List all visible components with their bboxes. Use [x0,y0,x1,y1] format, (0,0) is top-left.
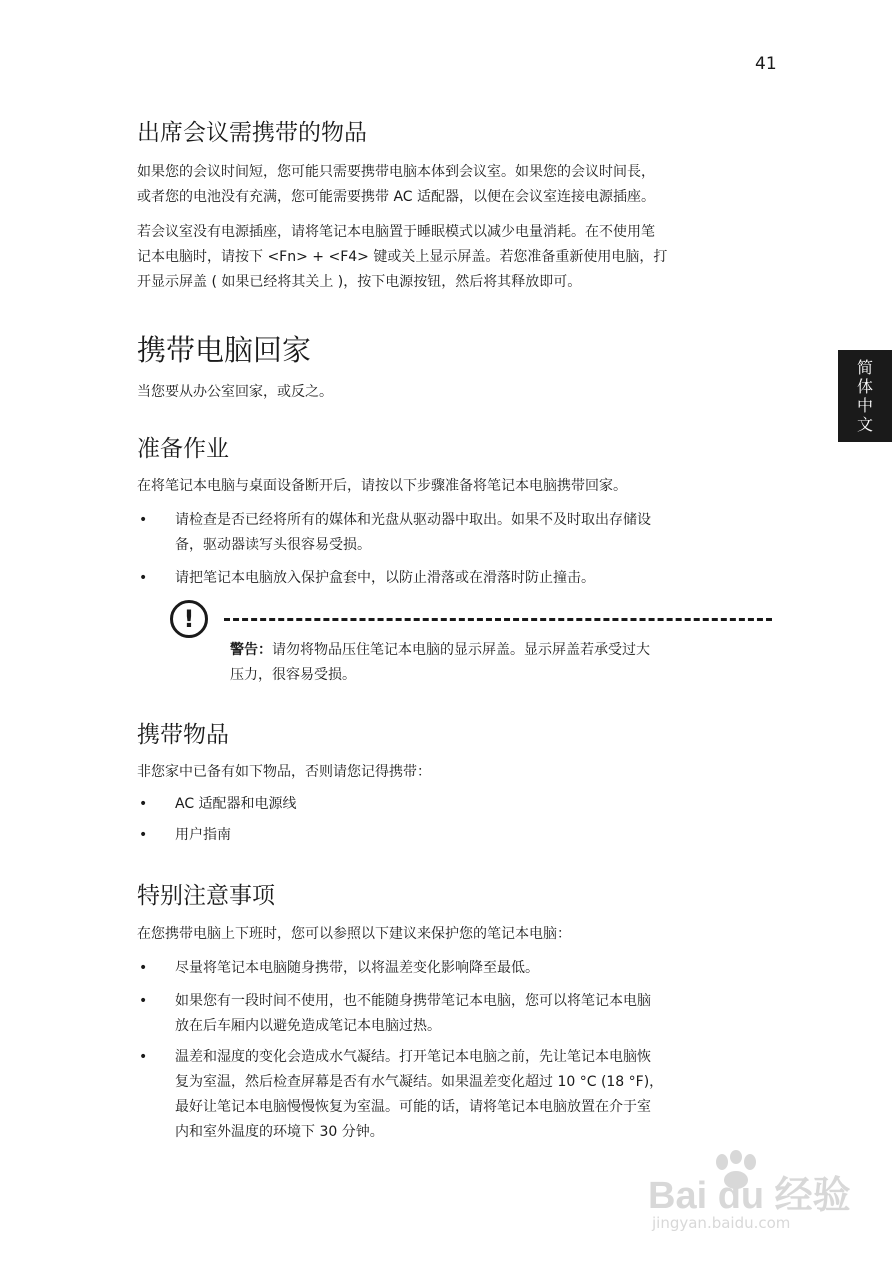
language-tab-char: 文 [856,415,873,434]
bullet-list [137,956,777,1145]
text-line: 如果您的会议时间短，您可能只需要携带电脑本体到会议室。如果您的会议时间長， [137,164,655,180]
list-item: • 尽量将笔记本电脑随身携带，以将温差变化影响降至最低。 [137,956,777,981]
paragraph: 在您携带电脑上下班时，您可以参照以下建议来保护您的笔记本电脑： [137,926,571,942]
page-number: 41 [755,54,777,74]
text-line: 如果您有一段时间不使用，也不能随身携带笔记本电脑，您可以将笔记本电脑 [175,993,651,1009]
text-line: 最好让笔记本电脑慢慢恢复为室温。可能的话，请将笔记本电脑放置在介于室 [175,1099,651,1115]
section-title-notes: 特别注意事项 [137,883,275,909]
section-title-items: 携带物品 [137,722,229,748]
list-item: • AC 适配器和电源线 [137,792,777,817]
list-item: • 用户指南 [137,823,777,848]
text-line: 内和室外温度的环境下 30 分钟。 [175,1124,384,1140]
text-line: 放在后车厢内以避免造成笔记本电脑过热。 [175,1018,441,1034]
warning-label: 警告： [230,642,272,658]
paragraph [137,220,777,295]
text-line: 记本电脑时，请按下 <Fn> + <F4> 键或关上显示屏盖。若您准备重新使用电脑，打 [137,249,668,265]
language-tab-char: 简 [856,358,873,377]
text-line: 或者您的电池没有充满，您可能需要携带 AC 适配器，以便在会议室连接电源插座。 [137,189,656,205]
text-line: 温差和湿度的变化会造成水气凝结。打开笔记本电脑之前，先让笔记本电脑恢 [175,1049,651,1065]
list-item [137,1045,777,1145]
text-line: 开显示屏盖 ( 如果已经将其关上 )，按下电源按钮，然后将其释放即可。 [137,274,582,290]
bullet-list [137,792,777,848]
paragraph: 在将笔记本电脑与桌面设备断开后，请按以下步骤准备将笔记本电脑携带回家。 [137,478,627,494]
text-line: 若会议室没有电源插座，请将笔记本电脑置于睡眠模式以减少电量消耗。在不使用笔 [137,224,655,240]
language-tab [838,350,892,442]
bullet-list [137,508,777,591]
text-line: 请检查是否已经将所有的媒体和光盘从驱动器中取出。如果不及时取出存储设 [175,512,651,528]
watermark-logo: Bai du 经验 [648,1175,851,1217]
watermark-url: jingyan.baidu.com [652,1214,791,1232]
list-item: • 请把笔记本电脑放入保护盒套中，以防止滑落或在滑落时防止撞击。 [137,566,777,591]
exclamation-circle-icon: ! [170,600,208,638]
warning-text [230,638,770,688]
section-title-prepare: 准备作业 [137,436,229,462]
section-title-meeting: 出席会议需携带的物品 [137,120,367,146]
text-line: 备，驱动器读写头很容易受损。 [175,537,371,553]
warning-divider [224,618,772,621]
language-tab-char: 中 [856,396,873,415]
paragraph [137,160,777,210]
paragraph: 非您家中已备有如下物品，否则请您记得携带： [137,764,431,780]
text-line: 请勿将物品压住笔记本电脑的显示屏盖。显示屏盖若承受过大 [272,642,650,658]
watermark [648,1150,878,1245]
section-title-home: 携带电脑回家 [137,333,312,367]
list-item [137,989,777,1039]
list-item [137,508,777,558]
language-tab-char: 体 [856,377,873,396]
paragraph: 当您要从办公室回家，或反之。 [137,384,333,400]
text-line: 压力，很容易受损。 [230,667,356,683]
text-line: 复为室温，然后检查屏幕是否有水气凝结。如果温差变化超过 10 °C (18 °F)， [175,1074,664,1090]
